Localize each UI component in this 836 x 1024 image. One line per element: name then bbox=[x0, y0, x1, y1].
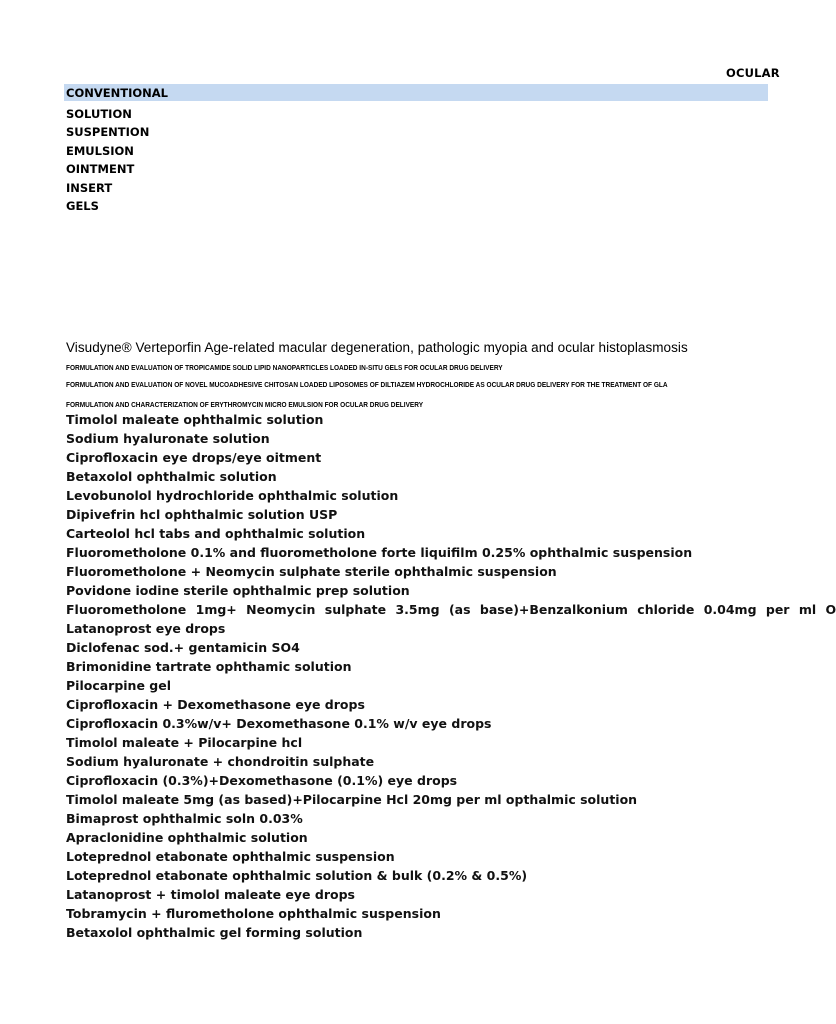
product-item: Timolol maleate ophthalmic solution bbox=[66, 412, 324, 427]
product-item: Timolol maleate + Pilocarpine hcl bbox=[66, 735, 303, 750]
product-item: Timolol maleate 5mg (as based)+Pilocarpine Hcl 20mg per ml opthalmic solution bbox=[66, 792, 638, 807]
product-item: Tobramycin + flurometholone ophthalmic suspension bbox=[66, 906, 441, 921]
conventional-item: SOLUTION bbox=[66, 107, 132, 121]
sheet-title: OCULAR bbox=[726, 66, 780, 80]
product-item: Ciprofloxacin 0.3%w/v+ Dexomethasone 0.1% w/v eye drops bbox=[66, 716, 492, 731]
product-item: Sodium hyaluronate solution bbox=[66, 431, 270, 446]
conventional-item: SUSPENTION bbox=[66, 125, 150, 140]
conventional-item: GELS bbox=[66, 198, 99, 213]
product-item: Fluorometholone 1mg+ Neomycin sulphate 3.5mg (as base)+Benzalkonium chloride 0.04mg per ml O bbox=[66, 602, 836, 617]
product-item: Loteprednol etabonate ophthalmic solution & bulk (0.2% & 0.5%) bbox=[66, 868, 528, 883]
visudyne-line: Visudyne® Verteporfin Age-related macular degeneration, pathologic myopia and ocular histoplasmosis bbox=[66, 340, 688, 355]
product-item: Latanoprost + timolol maleate eye drops bbox=[66, 887, 355, 902]
conventional-list bbox=[66, 105, 149, 215]
product-item: Dipivefrin hcl ophthalmic solution USP bbox=[66, 507, 338, 522]
product-item: Pilocarpine gel bbox=[66, 678, 171, 693]
research-title: FORMULATION AND CHARACTERIZATION OF ERYTHROMYCIN MICRO EMULSION FOR OCULAR DRUG DELIVERY bbox=[66, 402, 424, 409]
product-item: Ciprofloxacin eye drops/eye oitment bbox=[66, 450, 322, 465]
product-item: Sodium hyaluronate + chondroitin sulphate bbox=[66, 754, 375, 769]
research-title: FORMULATION AND EVALUATION OF NOVEL MUCOADHESIVE CHITOSAN LOADED LIPOSOMES OF DILTIAZEM HYDROCHLORIDE AS OCULAR DRUG DELIVERY FOR THE TREATMENT OF GLA bbox=[66, 382, 668, 389]
conventional-item: INSERT bbox=[66, 180, 113, 195]
product-item: Betaxolol ophthalmic solution bbox=[66, 469, 277, 484]
header-row-highlight bbox=[64, 84, 768, 101]
conventional-header: CONVENTIONAL bbox=[66, 86, 168, 100]
product-item: Carteolol hcl tabs and ophthalmic solution bbox=[66, 526, 366, 541]
product-item: Loteprednol etabonate ophthalmic suspension bbox=[66, 849, 395, 864]
product-list bbox=[66, 410, 836, 942]
product-item: Ciprofloxacin (0.3%)+Dexomethasone (0.1%) eye drops bbox=[66, 773, 458, 788]
product-item: Apraclonidine ophthalmic solution bbox=[66, 830, 308, 845]
product-item: Bimaprost ophthalmic soln 0.03% bbox=[66, 811, 303, 826]
product-item: Povidone iodine sterile ophthalmic prep solution bbox=[66, 583, 410, 598]
conventional-item: EMULSION bbox=[66, 143, 134, 158]
product-item: Latanoprost eye drops bbox=[66, 621, 226, 636]
product-item: Diclofenac sod.+ gentamicin SO4 bbox=[66, 640, 300, 655]
product-item: Fluorometholone + Neomycin sulphate sterile ophthalmic suspension bbox=[66, 564, 557, 579]
conventional-item: OINTMENT bbox=[66, 162, 135, 177]
product-item: Brimonidine tartrate ophthamic solution bbox=[66, 659, 352, 674]
product-item: Fluorometholone 0.1% and fluorometholone forte liquifilm 0.25% ophthalmic suspension bbox=[66, 545, 693, 560]
product-item: Levobunolol hydrochloride ophthalmic solution bbox=[66, 488, 399, 503]
product-item: Ciprofloxacin + Dexomethasone eye drops bbox=[66, 697, 365, 712]
research-title: FORMULATION AND EVALUATION OF TROPICAMIDE SOLID LIPID NANOPARTICLES LOADED IN-SITU GELS FOR OCULAR DRUG DELIVERY bbox=[66, 365, 503, 372]
product-item: Betaxolol ophthalmic gel forming solution bbox=[66, 925, 363, 940]
